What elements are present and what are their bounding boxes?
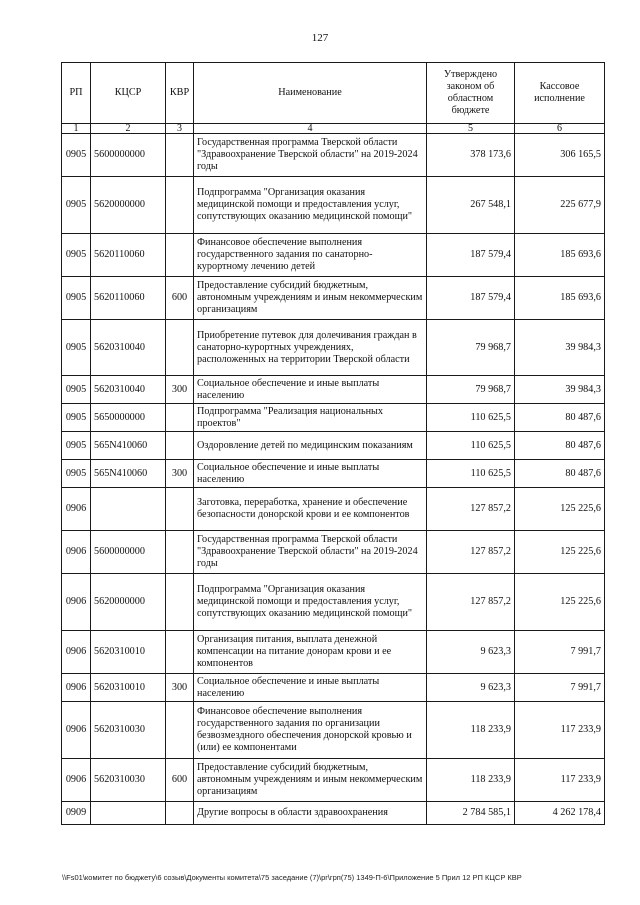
cell-rp: 0905 bbox=[62, 134, 91, 177]
table-row bbox=[62, 134, 605, 177]
table-row bbox=[62, 376, 605, 404]
cell-name: Социальное обеспечение и иные выплаты населению bbox=[194, 376, 427, 404]
column-number: 3 bbox=[166, 124, 194, 134]
cell-executed: 7 991,7 bbox=[515, 631, 605, 674]
cell-kvr bbox=[166, 488, 194, 531]
table-row bbox=[62, 177, 605, 234]
cell-kcsr: 5620310040 bbox=[91, 320, 166, 376]
cell-name: Государственная программа Тверской области "Здравоохранение Тверской области" на 2019-2024 годы bbox=[194, 531, 427, 574]
cell-approved: 110 625,5 bbox=[427, 432, 515, 460]
cell-rp: 0906 bbox=[62, 488, 91, 531]
cell-approved: 110 625,5 bbox=[427, 404, 515, 432]
cell-rp: 0906 bbox=[62, 631, 91, 674]
cell-kvr bbox=[166, 802, 194, 825]
cell-executed: 185 693,6 bbox=[515, 277, 605, 320]
cell-executed: 39 984,3 bbox=[515, 320, 605, 376]
cell-kvr bbox=[166, 134, 194, 177]
cell-approved: 127 857,2 bbox=[427, 531, 515, 574]
cell-approved: 187 579,4 bbox=[427, 234, 515, 277]
table-row bbox=[62, 759, 605, 802]
cell-approved: 79 968,7 bbox=[427, 320, 515, 376]
cell-kcsr bbox=[91, 802, 166, 825]
cell-kvr: 600 bbox=[166, 277, 194, 320]
cell-executed: 80 487,6 bbox=[515, 460, 605, 488]
cell-kvr bbox=[166, 234, 194, 277]
cell-kvr bbox=[166, 574, 194, 631]
budget-table bbox=[61, 62, 605, 825]
cell-executed: 7 991,7 bbox=[515, 674, 605, 702]
cell-rp: 0905 bbox=[62, 460, 91, 488]
cell-kcsr bbox=[91, 488, 166, 531]
column-number: 1 bbox=[62, 124, 91, 134]
cell-rp: 0906 bbox=[62, 674, 91, 702]
cell-kvr bbox=[166, 432, 194, 460]
cell-rp: 0905 bbox=[62, 376, 91, 404]
cell-approved: 127 857,2 bbox=[427, 488, 515, 531]
cell-rp: 0905 bbox=[62, 320, 91, 376]
cell-approved: 2 784 585,1 bbox=[427, 802, 515, 825]
column-number: 2 bbox=[91, 124, 166, 134]
cell-name: Финансовое обеспечение выполнения государственного задания по организации безвозмездного обеспечения донорской кровью и (или) ее компонентами bbox=[194, 702, 427, 759]
cell-kvr: 600 bbox=[166, 759, 194, 802]
cell-executed: 225 677,9 bbox=[515, 177, 605, 234]
header-kcsr: КЦСР bbox=[91, 63, 166, 124]
column-number: 4 bbox=[194, 124, 427, 134]
cell-kcsr: 5600000000 bbox=[91, 531, 166, 574]
cell-kcsr: 5620310010 bbox=[91, 674, 166, 702]
cell-approved: 118 233,9 bbox=[427, 702, 515, 759]
cell-rp: 0905 bbox=[62, 432, 91, 460]
cell-name: Социальное обеспечение и иные выплаты населению bbox=[194, 460, 427, 488]
cell-name: Предоставление субсидий бюджетным, автономным учреждениям и иным некоммерческим организациям bbox=[194, 759, 427, 802]
cell-executed: 117 233,9 bbox=[515, 759, 605, 802]
cell-rp: 0905 bbox=[62, 404, 91, 432]
header-executed: Кассовое исполнение bbox=[515, 63, 605, 124]
header-kvr: КВР bbox=[166, 63, 194, 124]
cell-kcsr: 5620310030 bbox=[91, 759, 166, 802]
cell-kcsr: 565N410060 bbox=[91, 432, 166, 460]
table-row bbox=[62, 488, 605, 531]
column-number-row bbox=[62, 124, 605, 134]
cell-approved: 187 579,4 bbox=[427, 277, 515, 320]
column-number: 6 bbox=[515, 124, 605, 134]
table-row bbox=[62, 320, 605, 376]
cell-kcsr: 5620110060 bbox=[91, 277, 166, 320]
cell-executed: 80 487,6 bbox=[515, 404, 605, 432]
cell-approved: 118 233,9 bbox=[427, 759, 515, 802]
cell-kcsr: 5620110060 bbox=[91, 234, 166, 277]
table-row bbox=[62, 631, 605, 674]
cell-rp: 0906 bbox=[62, 759, 91, 802]
cell-executed: 185 693,6 bbox=[515, 234, 605, 277]
cell-executed: 117 233,9 bbox=[515, 702, 605, 759]
header-rp: РП bbox=[62, 63, 91, 124]
cell-kvr: 300 bbox=[166, 376, 194, 404]
cell-executed: 125 225,6 bbox=[515, 574, 605, 631]
cell-kcsr: 5650000000 bbox=[91, 404, 166, 432]
cell-kvr bbox=[166, 631, 194, 674]
cell-name: Финансовое обеспечение выполнения государственного задания по санаторно-курортному лечению детей bbox=[194, 234, 427, 277]
page-number: 127 bbox=[311, 32, 329, 44]
cell-kvr bbox=[166, 320, 194, 376]
table-row bbox=[62, 234, 605, 277]
table-row bbox=[62, 531, 605, 574]
cell-name: Подпрограмма "Реализация национальных проектов" bbox=[194, 404, 427, 432]
cell-executed: 306 165,5 bbox=[515, 134, 605, 177]
cell-kcsr: 5620000000 bbox=[91, 574, 166, 631]
cell-name: Оздоровление детей по медицинским показаниям bbox=[194, 432, 427, 460]
cell-rp: 0905 bbox=[62, 277, 91, 320]
table-header-row bbox=[62, 63, 605, 124]
cell-kvr: 300 bbox=[166, 674, 194, 702]
cell-executed: 125 225,6 bbox=[515, 531, 605, 574]
table-row bbox=[62, 432, 605, 460]
cell-executed: 39 984,3 bbox=[515, 376, 605, 404]
header-name: Наименование bbox=[194, 63, 427, 124]
cell-rp: 0906 bbox=[62, 702, 91, 759]
cell-name: Организация питания, выплата денежной компенсации на питание донорам крови и ее компонентов bbox=[194, 631, 427, 674]
cell-executed: 125 225,6 bbox=[515, 488, 605, 531]
cell-approved: 110 625,5 bbox=[427, 460, 515, 488]
cell-kcsr: 5600000000 bbox=[91, 134, 166, 177]
cell-kcsr: 5620310040 bbox=[91, 376, 166, 404]
cell-name: Государственная программа Тверской области "Здравоохранение Тверской области" на 2019-2024 годы bbox=[194, 134, 427, 177]
cell-kvr bbox=[166, 702, 194, 759]
table-row bbox=[62, 674, 605, 702]
cell-kvr bbox=[166, 177, 194, 234]
table-row bbox=[62, 574, 605, 631]
cell-kcsr: 565N410060 bbox=[91, 460, 166, 488]
cell-approved: 267 548,1 bbox=[427, 177, 515, 234]
cell-approved: 9 623,3 bbox=[427, 631, 515, 674]
cell-name: Предоставление субсидий бюджетным, автономным учреждениям и иным некоммерческим организациям bbox=[194, 277, 427, 320]
cell-approved: 378 173,6 bbox=[427, 134, 515, 177]
cell-rp: 0906 bbox=[62, 574, 91, 631]
cell-rp: 0906 bbox=[62, 531, 91, 574]
cell-name: Заготовка, переработка, хранение и обеспечение безопасности донорской крови и ее компонентов bbox=[194, 488, 427, 531]
table-row bbox=[62, 404, 605, 432]
cell-kvr bbox=[166, 404, 194, 432]
cell-name: Приобретение путевок для долечивания граждан в санаторно-курортных учреждениях, расположенных на территории Тверской области bbox=[194, 320, 427, 376]
column-number: 5 bbox=[427, 124, 515, 134]
cell-name: Социальное обеспечение и иные выплаты населению bbox=[194, 674, 427, 702]
cell-approved: 9 623,3 bbox=[427, 674, 515, 702]
table-row bbox=[62, 460, 605, 488]
cell-executed: 80 487,6 bbox=[515, 432, 605, 460]
cell-rp: 0905 bbox=[62, 234, 91, 277]
cell-kcsr: 5620310010 bbox=[91, 631, 166, 674]
header-approved: Утверждено законом об областном бюджете bbox=[427, 63, 515, 124]
cell-approved: 79 968,7 bbox=[427, 376, 515, 404]
cell-name: Подпрограмма "Организация оказания медицинской помощи и предоставления услуг, сопутствующих оказанию медицинской помощи" bbox=[194, 177, 427, 234]
cell-rp: 0905 bbox=[62, 177, 91, 234]
table-row bbox=[62, 802, 605, 825]
table-row bbox=[62, 702, 605, 759]
cell-kvr bbox=[166, 531, 194, 574]
cell-name: Другие вопросы в области здравоохранения bbox=[194, 802, 427, 825]
cell-approved: 127 857,2 bbox=[427, 574, 515, 631]
cell-kcsr: 5620310030 bbox=[91, 702, 166, 759]
cell-kcsr: 5620000000 bbox=[91, 177, 166, 234]
table-row bbox=[62, 277, 605, 320]
cell-executed: 4 262 178,4 bbox=[515, 802, 605, 825]
cell-name: Подпрограмма "Организация оказания медицинской помощи и предоставления услуг, сопутствующих оказанию медицинской помощи" bbox=[194, 574, 427, 631]
cell-kvr: 300 bbox=[166, 460, 194, 488]
cell-rp: 0909 bbox=[62, 802, 91, 825]
footer-file-path: \\Fs01\комитет по бюджету\6 созыв\Документы комитета\75 заседание (7)\pr\грп(75) 1349-П-6\Приложение 5 Прил 12 РП КЦСР КВР bbox=[62, 873, 522, 882]
